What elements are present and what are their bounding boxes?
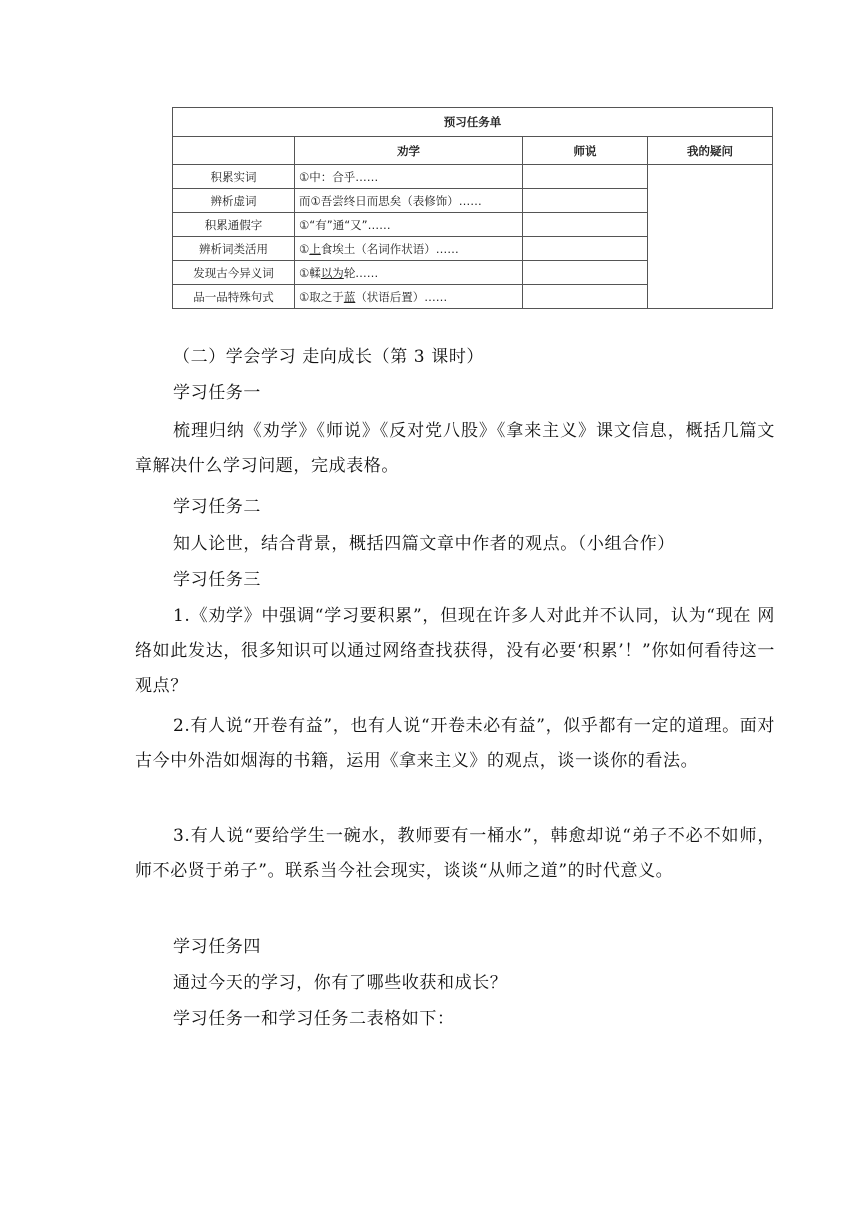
- row-content: ①中：合乎……: [295, 165, 523, 189]
- content-pre: ①: [299, 241, 310, 256]
- task4-title: 学习任务四: [173, 937, 261, 957]
- content-post: 轮……: [343, 265, 379, 280]
- shishuo-cell: [523, 213, 648, 237]
- row-label: 积累通假字: [173, 213, 295, 237]
- row-label: 积累实词: [173, 165, 295, 189]
- shishuo-cell: [523, 261, 648, 285]
- header-empty: [173, 137, 295, 165]
- content-pre: ①取之于: [299, 289, 344, 304]
- task3-question-2: 2.有人说“开卷有益”，也有人说“开卷未必有益”，似乎都有一定的道理。面对古今中外浩如烟海的书籍，运用《拿来主义》的观点，谈一谈你的看法。: [135, 716, 775, 771]
- row-content: 而①吾尝终日而思矣（表修饰）……: [295, 189, 523, 213]
- row-content: [295, 285, 523, 309]
- row-label: 辨析虚词: [173, 189, 295, 213]
- section-heading: （二）学会学习 走向成长（第 3 课时）: [173, 347, 485, 367]
- underlined-word: 上: [309, 241, 321, 256]
- row-label: 辨析词类活用: [173, 237, 295, 261]
- task3-question-3: 3.有人说“要给学生一碗水，教师要有一桶水”，韩愈却说“弟子不必不如师，师不必贤于弟子”。联系当今社会现实，谈谈“从师之道”的时代意义。: [135, 826, 775, 881]
- content-post: 食埃土（名词作状语）……: [320, 241, 459, 256]
- content-pre: ①輮: [299, 265, 321, 280]
- row-content: ①“有”通“又”……: [295, 213, 523, 237]
- table-row: [173, 165, 773, 189]
- task2-title: 学习任务二: [173, 497, 261, 517]
- underlined-word: 以为: [320, 265, 344, 280]
- my-questions-cell: [648, 165, 773, 309]
- shishuo-cell: [523, 285, 648, 309]
- underlined-word: 蓝: [343, 289, 356, 304]
- shishuo-cell: [523, 189, 648, 213]
- task4-text: 通过今天的学习，你有了哪些收获和成长？: [173, 973, 508, 993]
- preview-task-table: [172, 107, 773, 309]
- task3-question-1: 1.《劝学》中强调“学习要积累”，但现在许多人对此并不认同，认为“现在 网络如此发达，很多知识可以通过网络查找获得，没有必要‘积累’！”你如何看待这一观点？: [135, 606, 775, 696]
- row-content: [295, 237, 523, 261]
- row-label: 发现古今异义词: [173, 261, 295, 285]
- shishuo-cell: [523, 237, 648, 261]
- header-my-questions: 我的疑问: [648, 137, 773, 165]
- task1-title: 学习任务一: [173, 383, 261, 403]
- header-quanxue: 劝学: [295, 137, 523, 165]
- content-post: （状语后置）……: [355, 289, 448, 304]
- shishuo-cell: [523, 165, 648, 189]
- task3-title: 学习任务三: [173, 570, 261, 590]
- header-shishuo: 师说: [523, 137, 648, 165]
- task1-text: 梳理归纳《劝学》《师说》《反对党八股》《拿来主义》课文信息，概括几篇文章解决什么学习问题，完成表格。: [135, 421, 775, 476]
- preview-task-table-container: [172, 107, 772, 309]
- row-content: [295, 261, 523, 285]
- task2-text: 知人论世，结合背景，概括四篇文章中作者的观点。（小组合作）: [173, 534, 675, 554]
- table-title: 预习任务单: [173, 108, 773, 137]
- closing-line: 学习任务一和学习任务二表格如下：: [173, 1009, 455, 1029]
- row-label: 品一品特殊句式: [173, 285, 295, 309]
